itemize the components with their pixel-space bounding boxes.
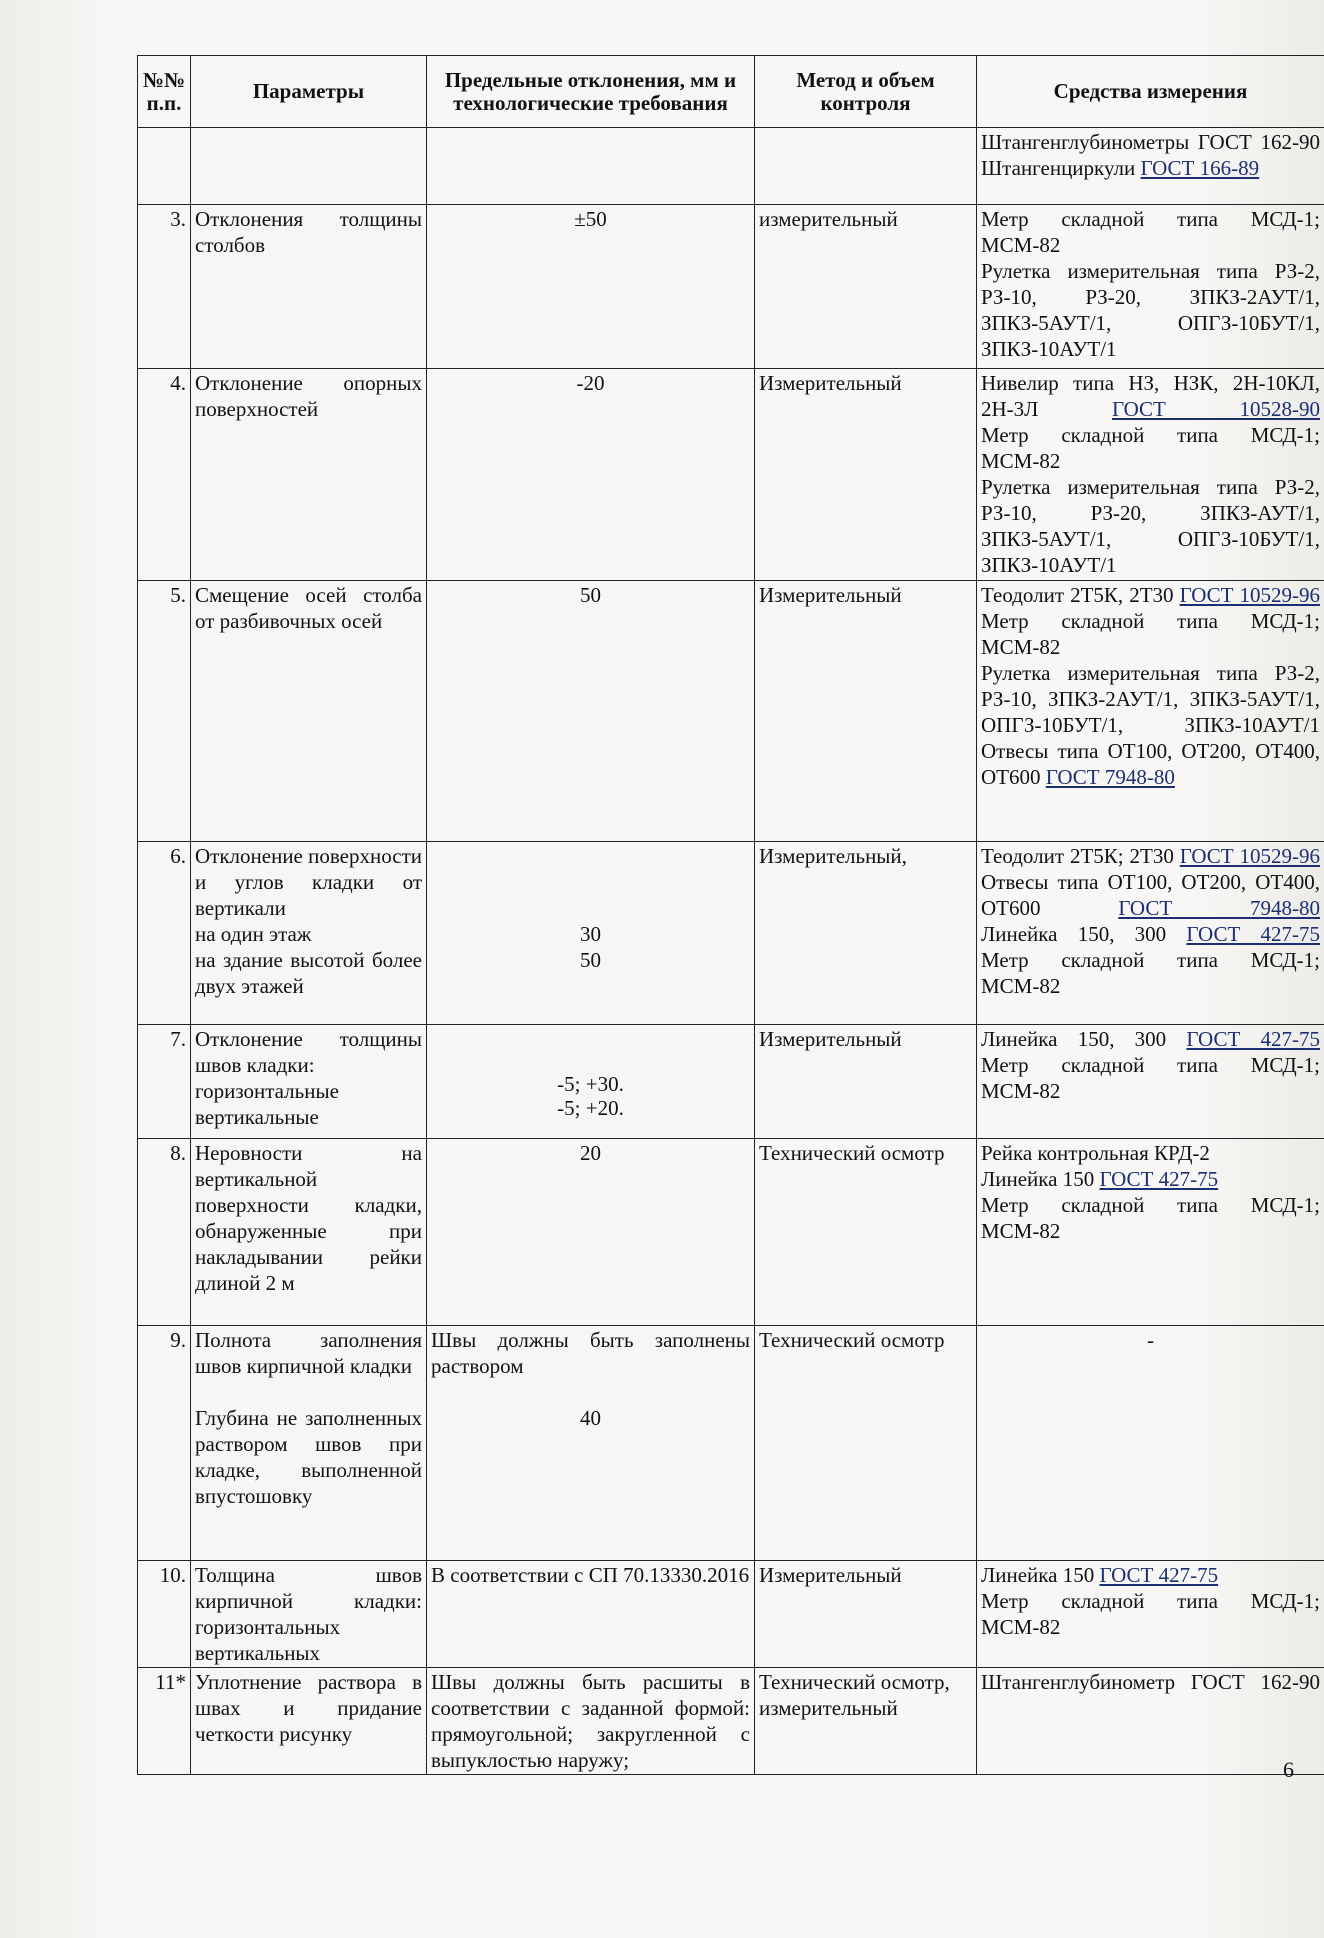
tools-cell	[977, 581, 1324, 842]
tool-item: Линейка 150, 300 ГОСТ 427-75	[981, 922, 1320, 946]
tool-item: Отвесы типа ОТ100, ОТ200, ОТ400, ОТ600 ГОСТ 7948-80	[981, 739, 1320, 789]
row-param: Уплотнение раствора в швах и придание четкости рисунку	[191, 1668, 427, 1775]
gost-link[interactable]: ГОСТ 427-75	[1099, 1167, 1219, 1191]
row-num: 6.	[138, 842, 191, 1025]
table-row	[138, 369, 1324, 581]
table-row	[138, 1326, 1324, 1561]
row-param: Полнота заполнения швов кирпичной кладки Глубина не заполненных раствором швов при кладке, выполненной впустошовку	[191, 1326, 427, 1561]
row-deviation: -20	[427, 369, 755, 581]
tool-item: Метр складной типа МСД-1; МСМ-82	[981, 423, 1320, 473]
header-tools: Средства измерения	[977, 56, 1324, 128]
tool-item: Линейка 150 ГОСТ 427-75	[981, 1167, 1219, 1191]
row-deviation: В соответствии с СП 70.13330.2016	[427, 1561, 755, 1668]
row-num: 7.	[138, 1025, 191, 1139]
row-param: Смещение осей столба от разбивочных осей	[191, 581, 427, 842]
gost-link[interactable]: ГОСТ 10529-96	[1179, 844, 1320, 868]
row-method: измерительный	[755, 205, 977, 369]
tools-cell	[977, 1025, 1324, 1139]
row-num: 5.	[138, 581, 191, 842]
tools-cell	[977, 369, 1324, 581]
row-param: Толщина швов кирпичной кладки: горизонтальных вертикальных	[191, 1561, 427, 1668]
table-row-continuation	[138, 128, 1324, 205]
page-number: 6	[1283, 1757, 1294, 1782]
table-row	[138, 1139, 1324, 1326]
tool-item: Рулетка измерительная типа РЗ-2, РЗ-10, РЗ-20, ЗПКЗ-АУТ/1, ЗПКЗ-5АУТ/1, ОПГЗ-10БУТ/1, ЗПКЗ-10АУТ/1	[981, 475, 1320, 577]
tool-item: Линейка 150 ГОСТ 427-75	[981, 1563, 1219, 1587]
gost-link[interactable]: ГОСТ 10529-96	[1179, 583, 1320, 607]
row-deviation: Швы должны быть заполнены раствором 40	[427, 1326, 755, 1561]
header-deviations: Предельные отклонения, мм и технологические требования	[427, 56, 755, 128]
gost-link[interactable]: ГОСТ 7948-80	[1045, 765, 1175, 789]
header-row	[138, 56, 1324, 128]
gost-link[interactable]: ГОСТ 7948-80	[1118, 896, 1320, 920]
row-deviation: 50	[427, 581, 755, 842]
tool-item: Штангенциркули ГОСТ 166-89	[981, 156, 1260, 180]
gost-link[interactable]: ГОСТ 427-75	[1186, 922, 1320, 946]
table-row	[138, 1025, 1324, 1139]
tool-item: Метр складной типа МСД-1; МСМ-82	[981, 1053, 1320, 1103]
tool-item: Метр складной типа МСД-1; МСМ-82	[981, 948, 1320, 998]
row-param: Отклонение толщины швов кладки: горизонтальные вертикальные	[191, 1025, 427, 1139]
row-param: Отклонения толщины столбов	[191, 205, 427, 369]
row-param: Неровности на вертикальной поверхности кладки, обнаруженные при накладывании рейки длиной 2 м	[191, 1139, 427, 1326]
row-param: Отклонение поверхности и углов кладки от вертикали на один этаж на здание высотой более двух этажей	[191, 842, 427, 1025]
empty-dash: -	[1147, 1328, 1154, 1352]
row-deviation: 30 50	[427, 842, 755, 1025]
tool-item: Метр складной типа МСД-1; МСМ-82	[981, 609, 1320, 659]
row-method: Технический осмотр	[755, 1139, 977, 1326]
tool-item: Штангенглубинометр ГОСТ 162-90	[981, 1670, 1320, 1694]
row-num: 4.	[138, 369, 191, 581]
table-row	[138, 1561, 1324, 1668]
tool-item: Теодолит 2Т5К; 2Т30 ГОСТ 10529-96	[981, 844, 1320, 868]
row-method: Технический осмотр, измерительный	[755, 1668, 977, 1775]
tool-item: Рулетка измерительная типа РЗ-2, РЗ-10, РЗ-20, ЗПКЗ-2АУТ/1, ЗПКЗ-5АУТ/1, ОПГЗ-10БУТ/1, ЗПКЗ-10АУТ/1	[981, 259, 1320, 361]
table-row	[138, 581, 1324, 842]
tools-cell	[977, 1326, 1324, 1561]
tool-item: Рулетка измерительная типа РЗ-2, РЗ-10, ЗПКЗ-2АУТ/1, ЗПКЗ-5АУТ/1, ОПГЗ-10БУТ/1, ЗПКЗ-10АУТ/1	[981, 661, 1320, 737]
header-method: Метод и объем контроля	[755, 56, 977, 128]
gost-link[interactable]: ГОСТ 427-75	[1099, 1563, 1219, 1587]
row-param: Отклонение опорных поверхностей	[191, 369, 427, 581]
table-row	[138, 842, 1324, 1025]
row-deviation: 20	[427, 1139, 755, 1326]
tool-item: Метр складной типа МСД-1; МСМ-82	[981, 207, 1320, 257]
row-num: 3.	[138, 205, 191, 369]
row-deviation: ±50	[427, 205, 755, 369]
row-num: 10.	[138, 1561, 191, 1668]
row-method: Измерительный	[755, 1561, 977, 1668]
table-row	[138, 1668, 1324, 1775]
table-row	[138, 205, 1324, 369]
gost-link[interactable]: ГОСТ 10528-90	[1112, 397, 1320, 421]
tool-item: Нивелир типа НЗ, НЗК, 2Н-10КЛ, 2Н-3Л ГОСТ 10528-90	[981, 371, 1320, 421]
row-deviation: Швы должны быть расшиты в соответствии с заданной формой: прямоугольной; закругленной с выпуклостью наружу;	[427, 1668, 755, 1775]
tools-cell	[977, 1561, 1324, 1668]
row-num: 11*	[138, 1668, 191, 1775]
header-num: №№ п.п.	[138, 56, 191, 128]
row-method: Измерительный,	[755, 842, 977, 1025]
tool-item: Линейка 150, 300 ГОСТ 427-75	[981, 1027, 1320, 1051]
gost-link[interactable]: ГОСТ 166-89	[1140, 156, 1260, 180]
tools-cell	[977, 1668, 1324, 1775]
tool-item: Рейка контрольная КРД-2	[981, 1141, 1210, 1165]
control-table	[137, 55, 1324, 1775]
row-num: 9.	[138, 1326, 191, 1561]
tool-item: Метр складной типа МСД-1; МСМ-82	[981, 1193, 1320, 1243]
tool-item: Метр складной типа МСД-1; МСМ-82	[981, 1589, 1320, 1639]
row-method: Измерительный	[755, 581, 977, 842]
row-method: Измерительный	[755, 1025, 977, 1139]
row-method: Технический осмотр	[755, 1326, 977, 1561]
tools-cell	[977, 205, 1324, 369]
row-num: 8.	[138, 1139, 191, 1326]
row-method: Измерительный	[755, 369, 977, 581]
tools-cell	[977, 1139, 1324, 1326]
gost-link[interactable]: ГОСТ 427-75	[1186, 1027, 1320, 1051]
header-params: Параметры	[191, 56, 427, 128]
tool-item: Теодолит 2Т5К, 2Т30 ГОСТ 10529-96	[981, 583, 1320, 607]
tool-item: Штангенглубинометры ГОСТ 162-90	[981, 130, 1320, 154]
tools-cell	[977, 842, 1324, 1025]
row-deviation: -5; +30. -5; +20.	[427, 1025, 755, 1139]
tools-cell	[977, 128, 1324, 205]
tool-item: Отвесы типа ОТ100, ОТ200, ОТ400, ОТ600 ГОСТ 7948-80	[981, 870, 1320, 920]
